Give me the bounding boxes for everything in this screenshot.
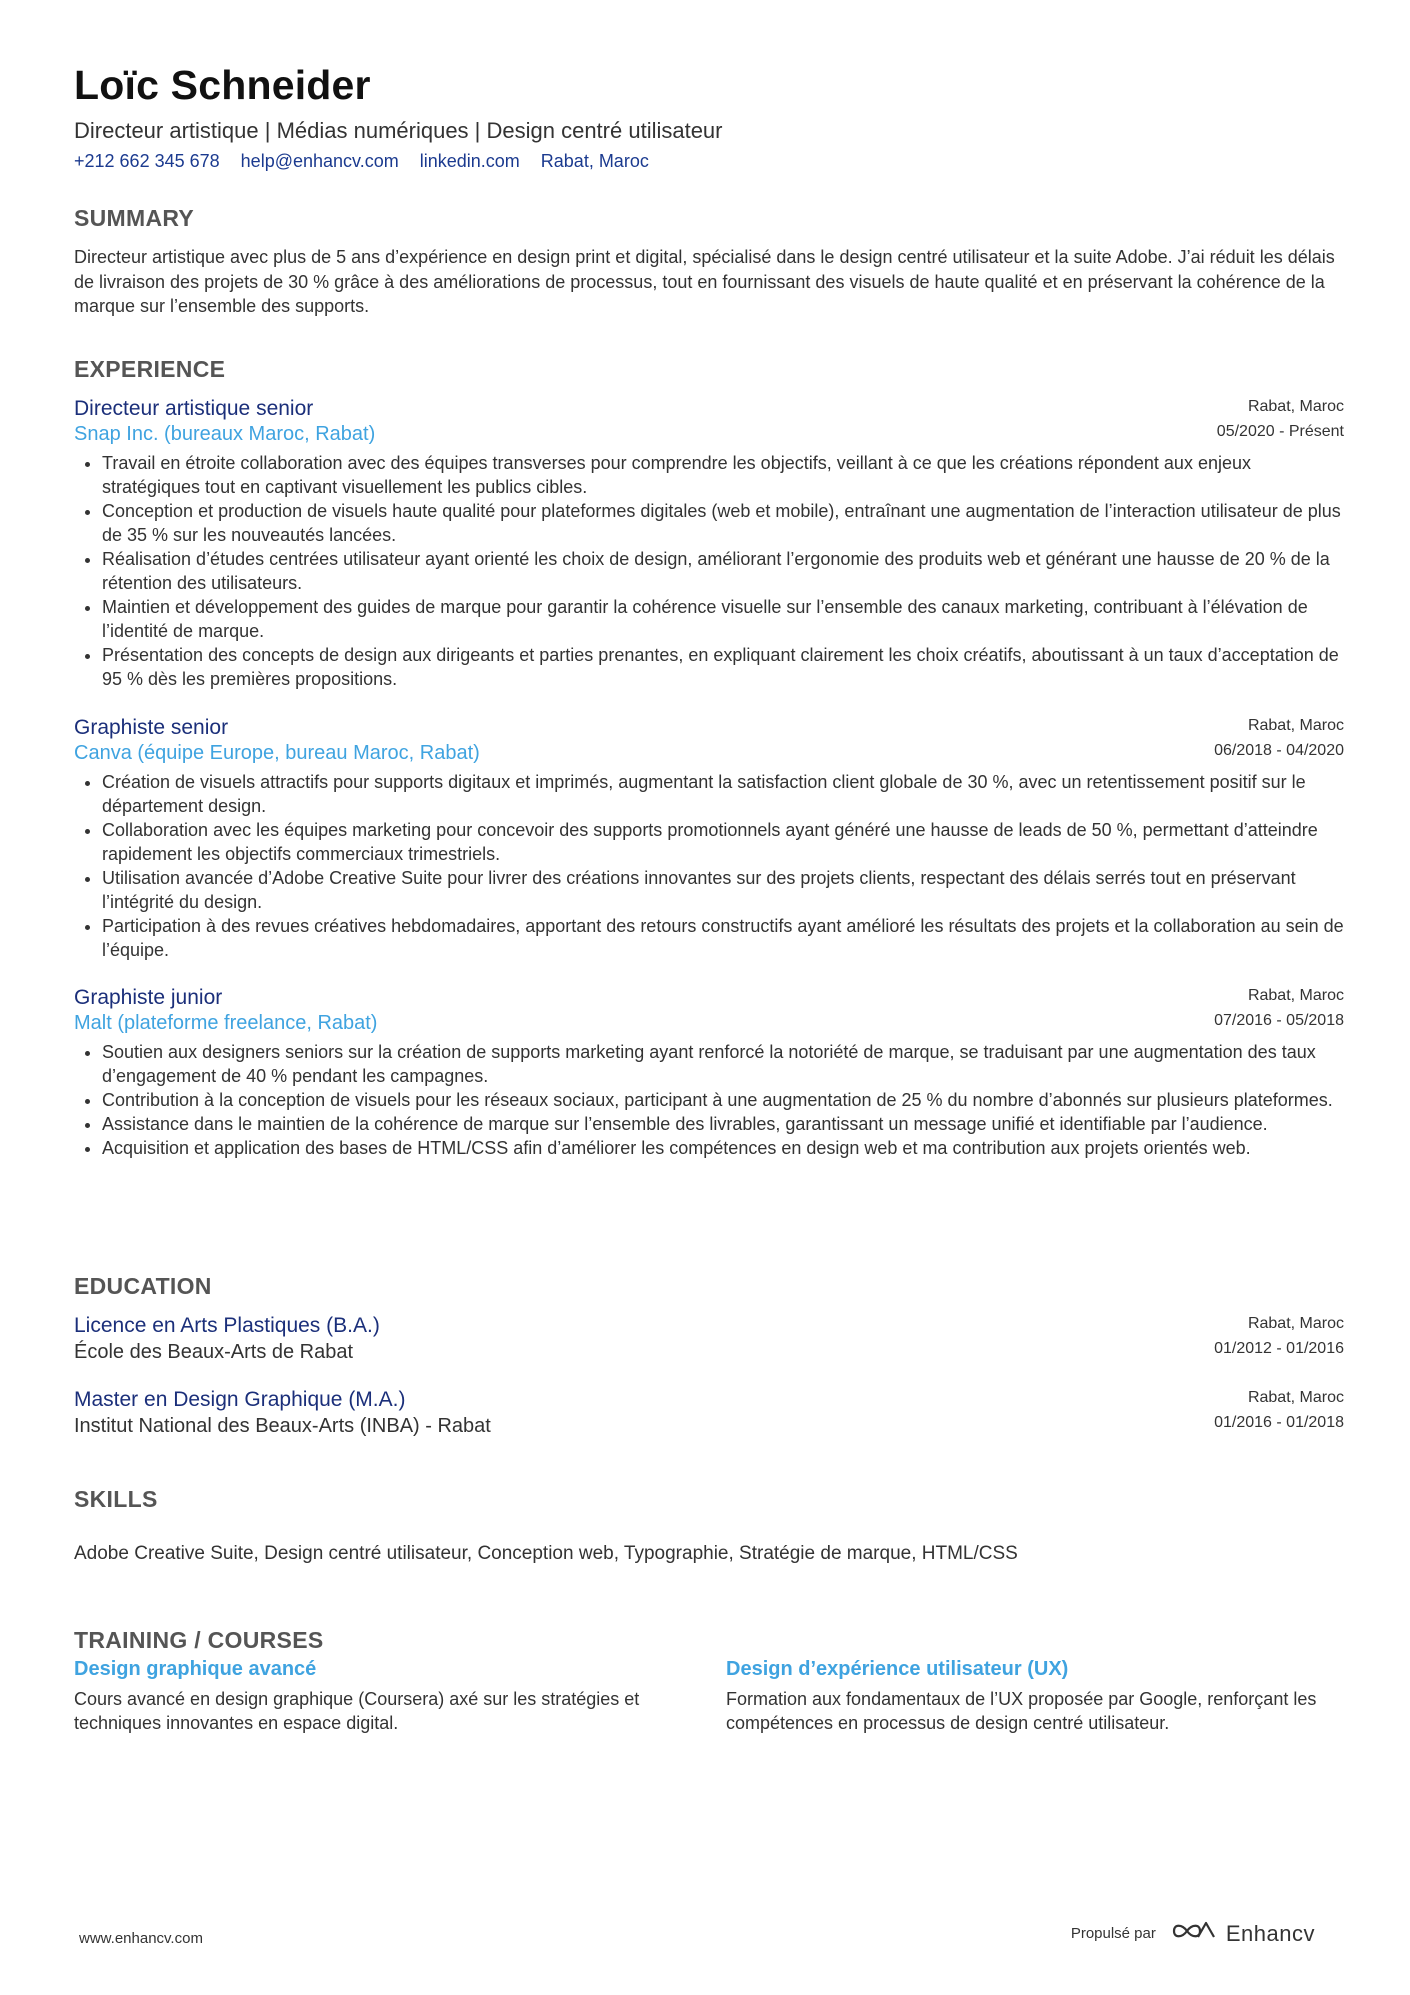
list-item: • Création de visuels attractifs pour supports digitaux et imprimés, augmentant la satisfaction client globale de 30 %, avec un retentissement positif sur le département design. xyxy=(102,770,1344,818)
list-item: • Conception et production de visuels haute qualité pour plateformes digitales (web et mobile), entraînant une augmentation de l’interaction utilisateur de plus de 35 % sur les nouveautés lancées. xyxy=(102,499,1344,547)
job-location: Rabat, Maroc xyxy=(1247,717,1344,734)
list-item: • Assistance dans le maintien de la cohérence de marque sur l’ensemble des livrables, garantissant un message unifié et identifiable par l’audience. xyxy=(102,1112,1344,1136)
list-item: • Acquisition et application des bases de HTML/CSS afin d’améliorer les compétences en design web et ma contribution aux projets orientés web. xyxy=(102,1136,1344,1160)
job-company: Malt (plateforme freelance, Rabat) xyxy=(74,1012,378,1034)
education-meta xyxy=(1214,1385,1344,1435)
job-company: Canva (équipe Europe, bureau Maroc, Rabat) xyxy=(74,742,480,764)
footer-branding xyxy=(1071,1918,1315,1949)
summary-title: SUMMARY xyxy=(74,205,195,231)
job-entry xyxy=(74,396,1344,691)
job-title: Graphiste senior xyxy=(74,716,229,739)
job-location: Rabat, Maroc xyxy=(1247,987,1344,1004)
list-item: • Réalisation d’études centrées utilisateur ayant orienté les choix de design, améliorant l’ergonomie des produits web et générant une hausse de 20 % de la rétention des utilisateurs. xyxy=(102,547,1344,595)
education-dates: 01/2012 - 01/2016 xyxy=(1214,1340,1344,1357)
summary-text: Directeur artistique avec plus de 5 ans d’expérience en design print et digital, spécialisé dans le design centré utilisateur et la suite Adobe. J’ai réduit les délais de livraison des projets de 30 % grâce à des améliorations de processus, tout en fournissant des visuels de haute qualité et en préservant la cohérence de la marque sur l’ensemble des supports. xyxy=(74,247,1335,316)
course-title: Design graphique avancé xyxy=(74,1658,317,1680)
powered-by-text: Propulsé par xyxy=(1070,1925,1156,1942)
job-dates: 05/2020 - Présent xyxy=(1216,423,1344,440)
job-title: Graphiste junior xyxy=(74,986,223,1009)
email-link[interactable]: help@enhancv.com xyxy=(240,151,399,171)
education-meta xyxy=(1214,1311,1344,1361)
footer-website-link[interactable]: www.enhancv.com xyxy=(79,1930,203,1947)
linkedin-link[interactable]: linkedin.com xyxy=(419,151,520,171)
education-entry xyxy=(74,1387,1344,1440)
education-title: EDUCATION xyxy=(74,1273,212,1299)
location-text: Rabat, Maroc xyxy=(540,151,649,171)
phone-link[interactable]: +212 662 345 678 xyxy=(74,151,220,171)
job-bullets xyxy=(74,770,1344,962)
list-item: • Participation à des revues créatives hebdomadaires, apportant des retours constructifs ayant amélioré les résultats des projets et la collaboration au sein de l’équipe. xyxy=(102,914,1344,962)
enhancv-logo-icon xyxy=(1170,1918,1218,1949)
education-school: École des Beaux-Arts de Rabat xyxy=(74,1341,354,1363)
job-entry xyxy=(74,715,1344,962)
education-school: Institut National des Beaux-Arts (INBA) - Rabat xyxy=(74,1415,491,1437)
skills-list: Adobe Creative Suite, Design centré utilisateur, Conception web, Typographie, Stratégie de marque, HTML/CSS xyxy=(74,1543,1018,1564)
job-title: Directeur artistique senior xyxy=(74,397,314,420)
headline: Directeur artistique | Médias numériques | Design centré utilisateur xyxy=(74,118,723,143)
job-meta xyxy=(1217,394,1344,444)
contact-bar xyxy=(74,151,665,172)
skills-title: SKILLS xyxy=(74,1486,158,1512)
course-title: Design d’expérience utilisateur (UX) xyxy=(726,1658,1069,1680)
job-dates: 06/2018 - 04/2020 xyxy=(1214,742,1344,759)
candidate-name: Loïc Schneider xyxy=(74,62,371,108)
list-item: • Utilisation avancée d’Adobe Creative Suite pour livrer des créations innovantes sur des projets clients, respectant des délais serrés tout en préservant l’intégrité du design. xyxy=(102,866,1344,914)
job-dates: 07/2016 - 05/2018 xyxy=(1214,1012,1344,1029)
education-dates: 01/2016 - 01/2018 xyxy=(1214,1414,1344,1431)
brand-name: Enhancv xyxy=(1225,1920,1315,1946)
education-entry xyxy=(74,1313,1344,1366)
list-item: • Collaboration avec les équipes marketing pour concevoir des supports promotionnels ayant généré une hausse de leads de 50 %, permettant d’atteindre rapidement les objectifs commerciaux trimestriels. xyxy=(102,818,1344,866)
course-entry xyxy=(726,1656,1326,1735)
experience-title: EXPERIENCE xyxy=(74,356,226,382)
job-entry xyxy=(74,985,1344,1160)
education-location: Rabat, Maroc xyxy=(1247,1315,1344,1332)
training-title: TRAINING / COURSES xyxy=(74,1627,324,1653)
education-location: Rabat, Maroc xyxy=(1247,1389,1344,1406)
course-entry xyxy=(74,1656,674,1735)
job-meta xyxy=(1214,983,1344,1033)
job-bullets xyxy=(74,451,1344,691)
list-item: • Soutien aux designers seniors sur la création de supports marketing ayant renforcé la notoriété de marque, se traduisant par une augmentation des taux d’engagement de 40 % pendant les campagnes. xyxy=(102,1040,1344,1088)
course-description: Formation aux fondamentaux de l’UX proposée par Google, renforçant les compétences en processus de design centré utilisateur. xyxy=(726,1689,1317,1733)
list-item: • Travail en étroite collaboration avec des équipes transverses pour comprendre les objectifs, veillant à ce que les créations répondent aux enjeux stratégiques tout en captivant visuellement les publics cibles. xyxy=(102,451,1344,499)
job-company: Snap Inc. (bureaux Maroc, Rabat) xyxy=(74,423,376,445)
list-item: • Présentation des concepts de design aux dirigeants et parties prenantes, en expliquant clairement les choix créatifs, aboutissant à un taux d’acceptation de 95 % dès les premières propositions. xyxy=(102,643,1344,691)
list-item: • Contribution à la conception de visuels pour les réseaux sociaux, participant à une augmentation de 25 % du nombre d’abonnés sur plusieurs plateformes. xyxy=(102,1088,1344,1112)
list-item: • Maintien et développement des guides de marque pour garantir la cohérence visuelle sur l’ensemble des canaux marketing, contribuant à l’élévation de l’identité de marque. xyxy=(102,595,1344,643)
education-degree: Licence en Arts Plastiques (B.A.) xyxy=(74,1314,380,1337)
job-bullets xyxy=(74,1040,1344,1160)
course-description: Cours avancé en design graphique (Coursera) axé sur les stratégies et techniques innovantes en espace digital. xyxy=(74,1689,640,1733)
job-meta xyxy=(1214,713,1344,763)
education-degree: Master en Design Graphique (M.A.) xyxy=(74,1388,406,1411)
job-location: Rabat, Maroc xyxy=(1247,398,1344,415)
